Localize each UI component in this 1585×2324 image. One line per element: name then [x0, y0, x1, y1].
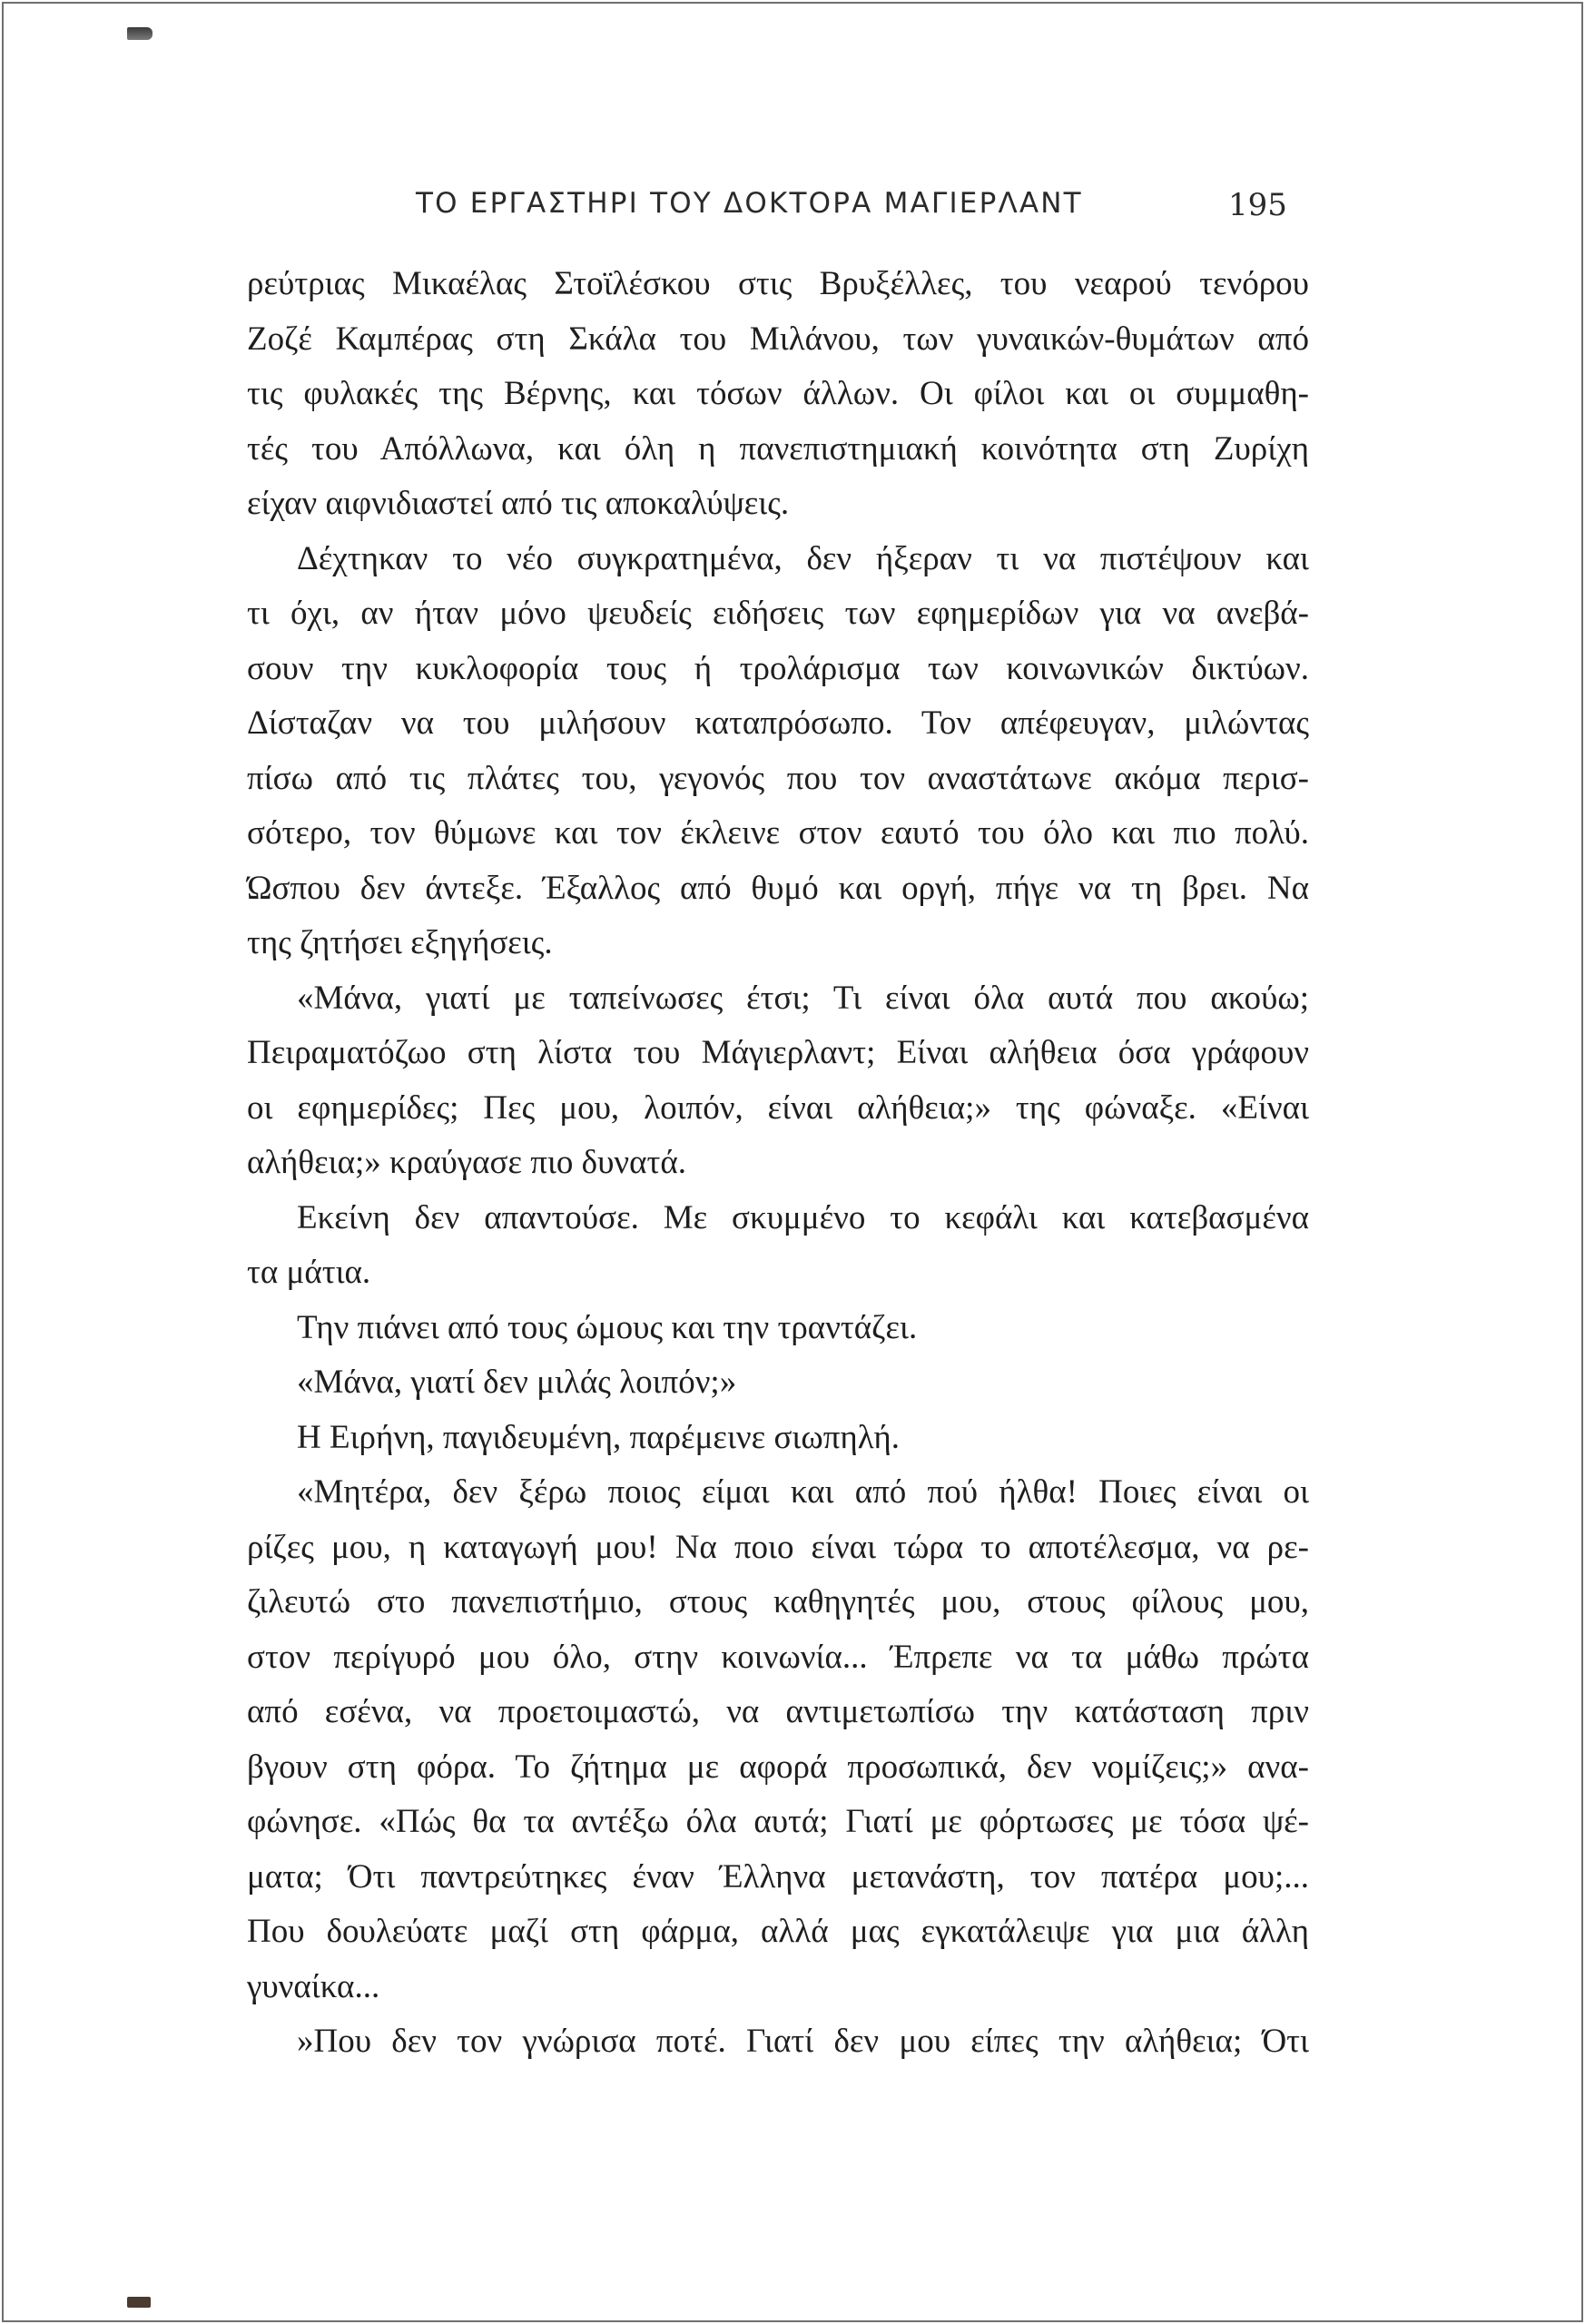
text-line: Ζοζέ Καμπέρας στη Σκάλα του Μιλάνου, των γυναικών-θυμάτων από	[247, 320, 1309, 358]
body-text	[247, 257, 1309, 2070]
text-line: είχαν αιφνιδιαστεί από τις αποκαλύψεις.	[247, 485, 790, 522]
text-line: Ώσπου δεν άντεξε. Έξαλλος από θυμό και οργή, πήγε να τη βρει. Να	[247, 869, 1309, 907]
running-header-title: ΤΟ ΕΡΓΑΣΤΗΡΙ ΤΟΥ ΔΟΚΤΟΡΑ ΜΑΓΙΕΡΛΑΝΤ	[416, 187, 1083, 220]
text-line: βγουν στη φόρα. Το ζήτημα με αφορά προσωπικά, δεν νομίζεις;» ανα-	[247, 1748, 1309, 1786]
text-line: ρεύτριας Μικαέλας Στοϊλέσκου στις Βρυξέλλες, του νεαρού τενόρου	[247, 265, 1309, 302]
text-line: ματα; Ότι παντρεύτηκες έναν Έλληνα μετανάστη, τον πατέρα μου;...	[247, 1857, 1309, 1896]
text-line: »Που δεν τον γνώρισα ποτέ. Γιατί δεν μου είπες την αλήθεια; Ότι	[297, 2023, 1309, 2060]
text-line: αλήθεια;» κραύγασε πιο δυνατά.	[247, 1144, 687, 1181]
text-line: τα μάτια.	[247, 1254, 371, 1291]
running-header	[0, 187, 1585, 232]
text-line: τές του Απόλλωνα, και όλη η πανεπιστημιακή κοινότητα στη Ζυρίχη	[247, 429, 1309, 468]
text-line: Που δουλεύατε μαζί στη φάρμα, αλλά μας εγκατάλειψε για μια άλλη	[247, 1913, 1309, 1950]
page-number: 195	[1228, 187, 1287, 223]
text-line: από εσένα, να προετοιμαστώ, να αντιμετωπίσω την κατάσταση πριν	[247, 1693, 1309, 1730]
text-line: σότερο, τον θύμωνε και τον έκλεινε στον εαυτό του όλο και πιο πολύ.	[247, 814, 1309, 852]
text-line: Η Ειρήνη, παγιδευμένη, παρέμεινε σιωπηλή.	[297, 1418, 900, 1456]
text-line: Εκείνη δεν απαντούσε. Με σκυμμένο το κεφάλι και κατεβασμένα	[297, 1198, 1309, 1236]
binding-mark-bottom	[127, 2297, 151, 2308]
binding-mark-top	[127, 27, 153, 40]
text-line: γυναίκα...	[247, 1967, 380, 2005]
text-line: τι όχι, αν ήταν μόνο ψευδείς ειδήσεις των εφημερίδων για να ανεβά-	[247, 595, 1309, 632]
text-line: πίσω από τις πλάτες του, γεγονός που τον αναστάτωνε ακόμα περισ-	[247, 759, 1309, 797]
text-line: ρίζες μου, η καταγωγή μου! Να ποιο είναι τώρα το αποτέλεσμα, να ρε-	[247, 1528, 1309, 1566]
text-line: τις φυλακές της Βέρνης, και τόσων άλλων. Οι φίλοι και οι συμμαθη-	[247, 375, 1309, 412]
text-line: Δέχτηκαν το νέο συγκρατημένα, δεν ήξεραν τι να πιστέψουν και	[297, 539, 1309, 577]
text-line: «Μάνα, γιατί με ταπείνωσες έτσι; Τι είναι όλα αυτά που ακούω;	[297, 979, 1309, 1017]
text-line: στον περίγυρό μου όλο, στην κοινωνία... Έπρεπε να τα μάθω πρώτα	[247, 1638, 1309, 1676]
text-line: φώνησε. «Πώς θα τα αντέξω όλα αυτά; Γιατί με φόρτωσες με τόσα ψέ-	[247, 1803, 1309, 1840]
text-line: Πειραματόζωο στη λίστα του Μάγιερλαντ; Είναι αλήθεια όσα γράφουν	[247, 1034, 1309, 1071]
text-line: «Μάνα, γιατί δεν μιλάς λοιπόν;»	[297, 1364, 737, 1401]
text-line: της ζητήσει εξηγήσεις.	[247, 924, 553, 961]
text-line: Την πιάνει από τους ώμους και την τραντάζει.	[297, 1308, 918, 1346]
text-line: σουν την κυκλοφορία τους ή τρολάρισμα των κοινωνικών δικτύων.	[247, 649, 1309, 687]
text-line: οι εφημερίδες; Πες μου, λοιπόν, είναι αλήθεια;» της φώναξε. «Είναι	[247, 1088, 1309, 1127]
text-line: Δίσταζαν να του μιλήσουν καταπρόσωπο. Τον απέφευγαν, μιλώντας	[247, 704, 1309, 742]
text-line: ζιλευτώ στο πανεπιστήμιο, στους καθηγητές μου, στους φίλους μου,	[247, 1583, 1309, 1620]
text-line: «Μητέρα, δεν ξέρω ποιος είμαι και από πού ήλθα! Ποιες είναι οι	[297, 1473, 1309, 1511]
